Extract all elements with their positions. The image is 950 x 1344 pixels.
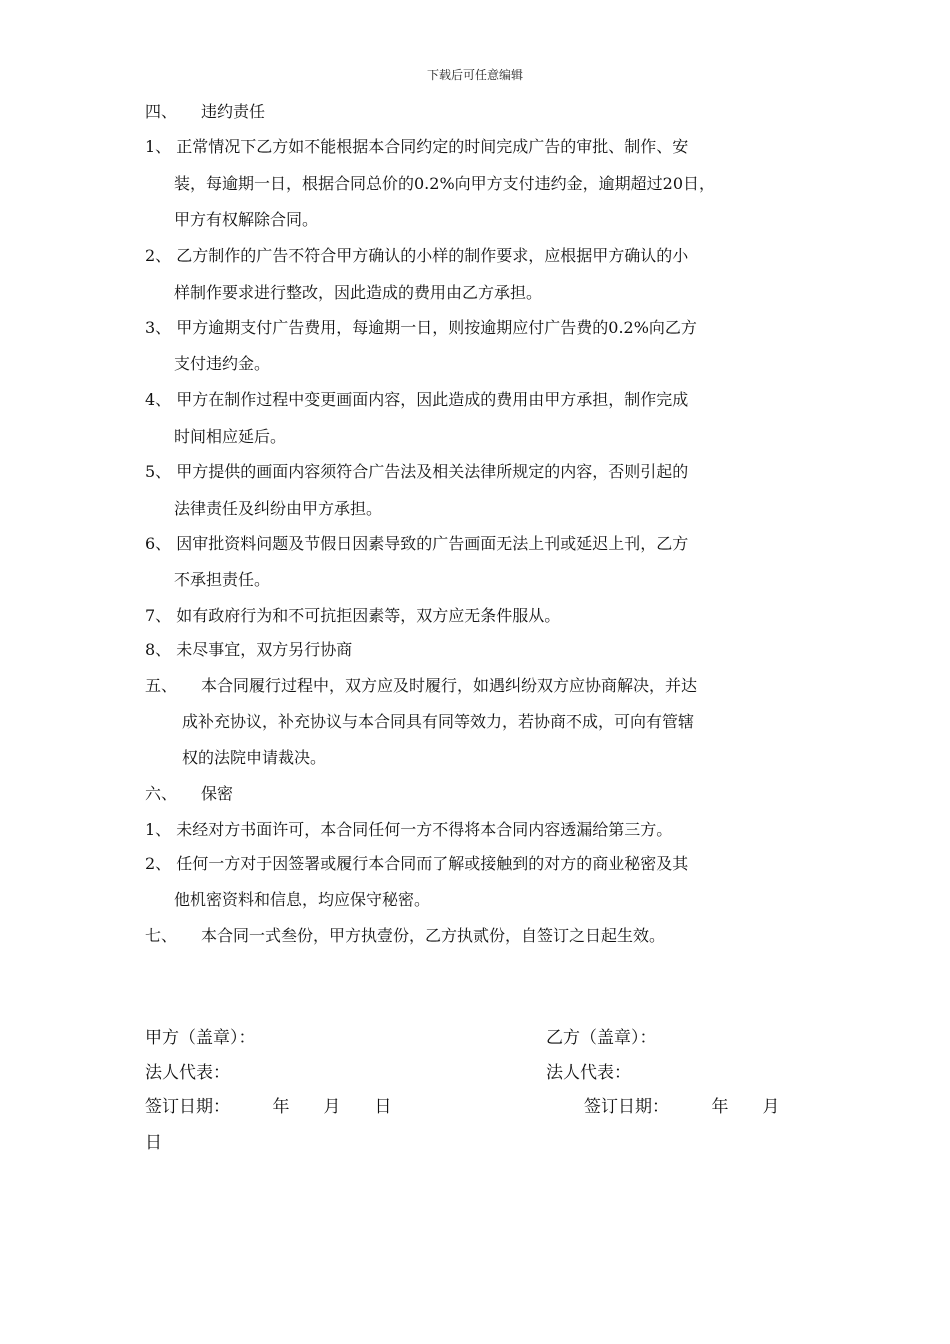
clause-4-6-cont: 不承担责任。 — [174, 570, 271, 589]
clause-4-3-cont: 支付违约金。 — [174, 354, 271, 373]
party-b-seal: 乙方（盖章）： — [546, 1028, 657, 1048]
party-a-date: 签订日期： 年 月 日 — [145, 1097, 392, 1117]
section-7: 七、 本合同一式叁份，甲方执壹份，乙方执贰份，自签订之日起生效。 — [145, 926, 666, 945]
clause-6-2-cont: 他机密资料和信息，均应保守秘密。 — [174, 890, 431, 909]
clause-4-6: 6、 因审批资料问题及节假日因素导致的广告画面无法上刊或延迟上刊，乙方 — [145, 534, 689, 553]
section-5-cont2: 权的法院申请裁决。 — [182, 748, 327, 767]
section-4-title: 四、 违约责任 — [145, 102, 266, 121]
section-5: 五、 本合同履行过程中，双方应及时履行，如遇纠纷双方应协商解决，并达 — [145, 676, 698, 695]
party-b-date: 签订日期： 年 月 — [584, 1097, 780, 1117]
section-6-title: 六、 保密 — [145, 784, 234, 803]
clause-4-1: 1、 正常情况下乙方如不能根据本合同约定的时间完成广告的审批、制作、安 — [145, 137, 689, 156]
clause-4-4-cont: 时间相应延后。 — [174, 427, 287, 446]
party-b-rep: 法人代表： — [546, 1063, 631, 1083]
clause-4-1-cont2: 甲方有权解除合同。 — [174, 210, 319, 229]
clause-4-2-cont: 样制作要求进行整改，因此造成的费用由乙方承担。 — [174, 283, 543, 302]
clause-4-5-cont: 法律责任及纠纷由甲方承担。 — [174, 499, 383, 518]
page-header: 下载后可任意编辑 — [426, 68, 523, 82]
trailing-day: 日 — [145, 1133, 162, 1153]
clause-4-8: 8、 未尽事宜，双方另行协商 — [145, 640, 353, 659]
clause-4-1-cont: 装，每逾期一日，根据合同总价的0.2%向甲方支付违约金，逾期超过20日， — [174, 174, 716, 193]
clause-4-4: 4、 甲方在制作过程中变更画面内容，因此造成的费用由甲方承担，制作完成 — [145, 390, 689, 409]
clause-4-3: 3、 甲方逾期支付广告费用，每逾期一日，则按逾期应付广告费的0.2%向乙方 — [145, 318, 697, 337]
party-a-seal: 甲方（盖章）： — [145, 1028, 256, 1048]
clause-4-7: 7、 如有政府行为和不可抗拒因素等，双方应无条件服从。 — [145, 606, 561, 625]
party-a-rep: 法人代表： — [145, 1063, 230, 1083]
section-5-cont: 成补充协议，补充协议与本合同具有同等效力，若协商不成，可向有管辖 — [182, 712, 695, 731]
clause-6-1: 1、 未经对方书面许可，本合同任何一方不得将本合同内容透漏给第三方。 — [145, 820, 673, 839]
clause-6-2: 2、 任何一方对于因签署或履行本合同而了解或接触到的对方的商业秘密及其 — [145, 854, 689, 873]
clause-4-5: 5、 甲方提供的画面内容须符合广告法及相关法律所规定的内容，否则引起的 — [145, 462, 689, 481]
clause-4-2: 2、 乙方制作的广告不符合甲方确认的小样的制作要求，应根据甲方确认的小 — [145, 246, 689, 265]
